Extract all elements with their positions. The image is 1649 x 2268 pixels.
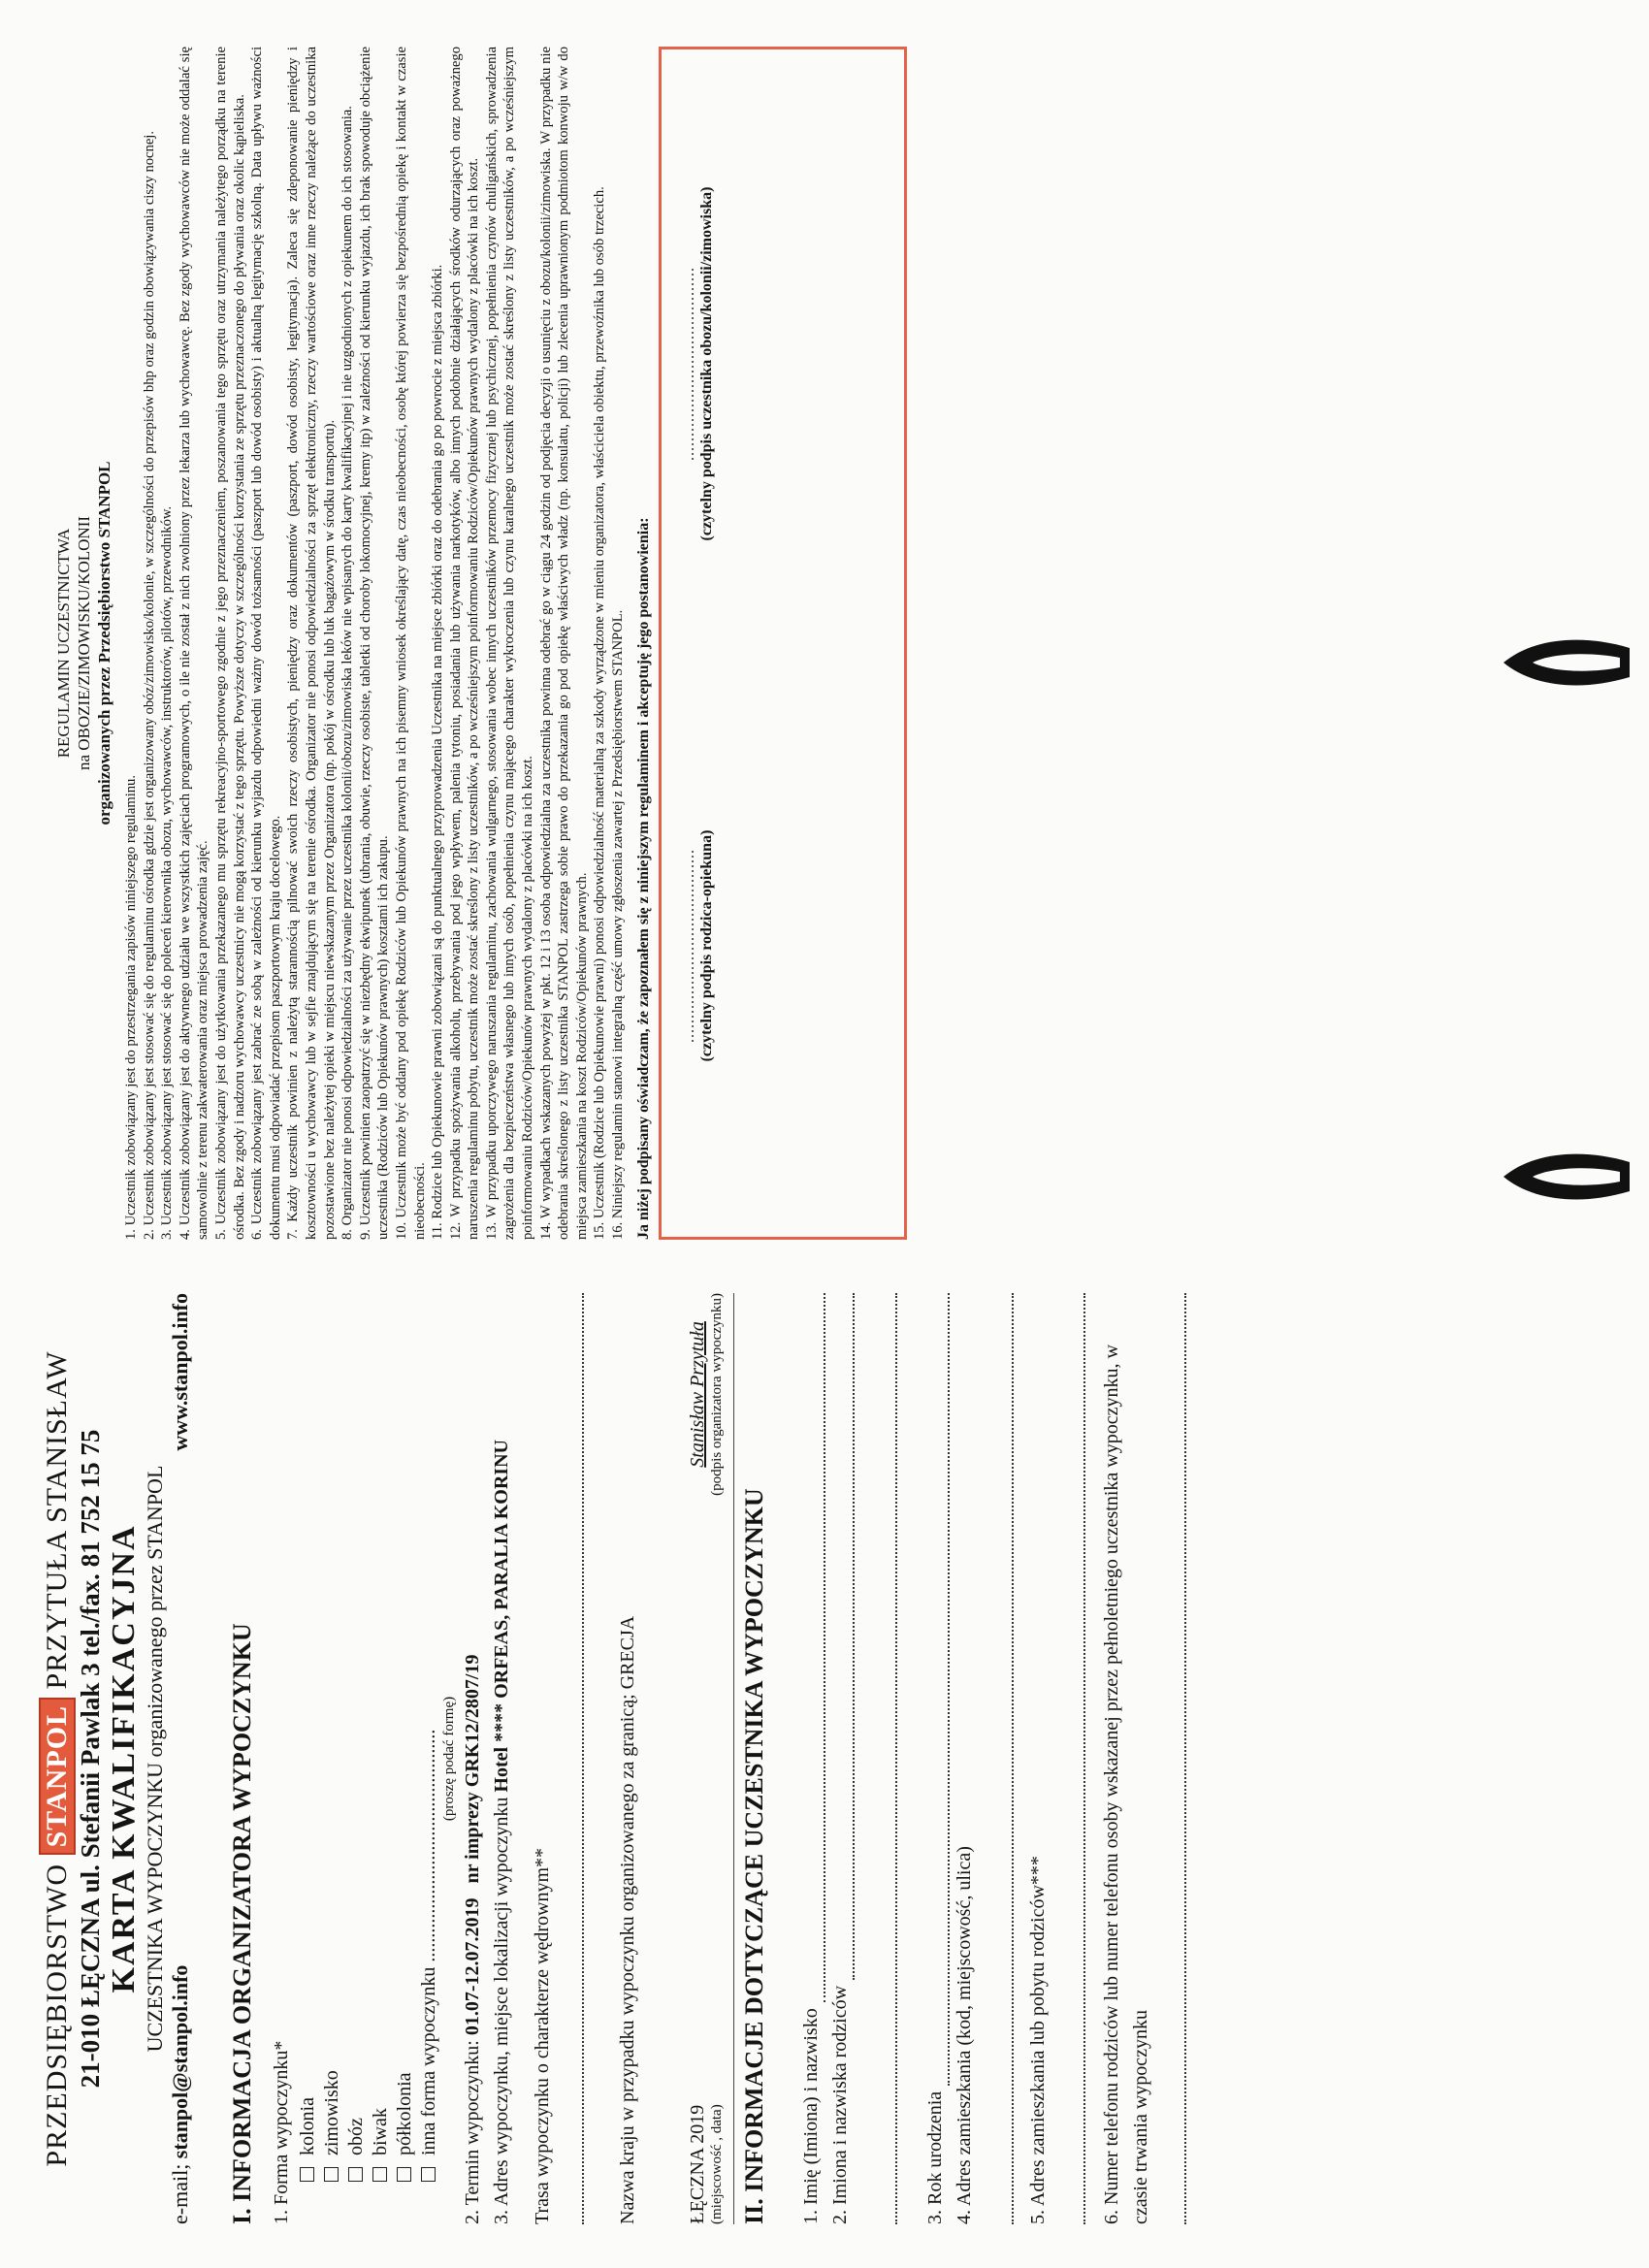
address-label: 3. Adres wypoczynku, miejsce lokalizacji wypoczynku xyxy=(491,1797,512,2224)
option-oboz[interactable] xyxy=(344,1293,369,2182)
participant-fields xyxy=(796,1293,1186,2224)
company-header xyxy=(39,1293,76,2224)
header-suffix: PRZYTUŁA STANISŁAW xyxy=(41,1350,73,1690)
regulation-item: 8. Organizator nie ponosi odpowiedzialności za używanie przez uczestnika kolonii/obozu/zimowiska leków nie wpisanych do karty kwalifikacyjnej i nie uzgodnionych z opiekunem do ich stosowania. xyxy=(340,106,356,1240)
event-number-value: GRK12/2807/19 xyxy=(462,1654,483,1788)
options-hint: (proszę podać formę) xyxy=(441,1696,457,1822)
regulation-item: 12. W przypadku spożywania alkoholu, przebywania pod jego wpływem, palenia tytoniu, posiadania lub używania narkotyków, albo innych podobnie działających środków odurzających oraz poważnego naruszenia regulaminu pobytu, uczestnik może zostać skreślony z listy uczestników, a po wcześniejszym poinformowaniu Rodziców/Opiekunów prawnych wydalony z placówki na ich koszt. xyxy=(447,47,482,1240)
regulation-item: 4. Uczestnik zobowiązany jest do aktywnego udziału we wszystkich zajęciach programowych, o ile nie został z nich zwolniony przez lekarza lub wychowawcę. Bez zgody wychowawców nie może oddalać się samowolnie z terenu zakwaterowania oraz miejsca prowadzenia zajęć. xyxy=(177,47,211,1240)
field-birth-year[interactable] xyxy=(921,1293,950,2224)
regulations-list xyxy=(122,47,628,1240)
card-title: KARTA KWALIFIKACYJNA xyxy=(106,1524,142,1993)
field-country: Nazwa kraju w przypadku wypoczynku organizowanego za granicą; GRECJA xyxy=(617,1615,638,2224)
regulation-item: 16. Niniejszy regulamin stanowi integralną część umowy zgłoszenia zawartej z Przedsiębiorstwem STANPOL. xyxy=(610,609,627,1240)
regulation-item: 9. Uczestnik powinien zaopatrzyć się w niezbędny ekwipunek (ubrania, obuwie, rzeczy osobiste, tabletki od choroby lokomocyjnej, kremy itp) w zależności od kierunku wyjazdu, ich brak spowoduje obciążenie uczestnika (Rodziców lub Opiekunów prawnych) kosztami ich zakupu. xyxy=(357,47,392,1240)
contact-line xyxy=(168,1293,193,2224)
checkbox-icon[interactable] xyxy=(348,2167,363,2182)
email xyxy=(168,1965,193,2224)
event-number-label: nr imprezy xyxy=(462,1792,483,1884)
regulation-item: 15. Uczestnik (Rodzice lub Opiekunowie prawni) ponosi odpowiedzialność materialną za szkody wyrządzone w mieniu organizatora, właściciela obiektu, przewoźnika lub osób trzecich. xyxy=(592,186,608,1240)
parent-signature-line[interactable]: ........................................ xyxy=(680,849,697,1043)
company-address: 21-010 ŁĘCZNA ul. Stefanii Pawlak 3 tel./fax. 81 752 15 75 xyxy=(76,1429,105,2089)
signature-box xyxy=(659,47,907,1240)
declaration: Ja niżej podpisany oświadczam, że zapoznałem się z niniejszym regulaminem i akceptuję jego postanowienia: xyxy=(634,517,652,1240)
email-label: e-mail; xyxy=(168,2163,192,2224)
regulations xyxy=(53,47,907,1240)
option-kolonia[interactable] xyxy=(296,1293,320,2182)
regulation-item: 3. Uczestnik zobowiązany jest stosować się do poleceń kierownika obozu, wychowawców, instruktorów, pilotów, przewodników. xyxy=(159,505,176,1240)
organizer-sign-block xyxy=(687,1293,726,1496)
participant-signature-line[interactable]: ........................................ xyxy=(680,267,697,461)
checkbox-icon[interactable] xyxy=(421,2167,436,2182)
checkbox-icon[interactable] xyxy=(324,2167,339,2182)
parent-signature[interactable] xyxy=(681,694,716,1198)
phone-line[interactable] xyxy=(1159,1293,1186,2224)
option-label: inna forma wypoczynku ................................................ xyxy=(418,1729,439,2155)
option-label: zimowisko xyxy=(321,2070,342,2155)
option-other[interactable] xyxy=(417,1293,441,2182)
field-term xyxy=(458,1293,487,2224)
regulation-item: 7. Każdy uczestnik powinien z należytą starannością pilnować swoich rzeczy osobistych, pieniędzy oraz dokumentów (paszport, dowód osobisty, legitymacja). Zaleca się zdeponowanie pieniędzy i kosztowności u wychowawcy lub w sejfie znajdującym się na terenie ośrodka. Organizator nie ponosi odpowiedzialności za sprzęt elektroniczny, rzeczy wartościowe oraz inne rzeczy należące do uczestnika pozostawione bez należytej opieki w miejscu niewskazanym przez Organizatora (np. pokój w ośrodku lub luk bagażowym w środku transportu). xyxy=(285,47,338,1240)
field-route: Trasa wypoczynku o charakterze wędrownym** xyxy=(532,1847,553,2224)
option-zimowisko[interactable] xyxy=(320,1293,344,2182)
option-polkolonia[interactable] xyxy=(393,1293,417,2182)
address-value: Hotel **** ORFEAS, PARALIA KORINU xyxy=(491,1440,512,1793)
place-date: ŁĘCZNA 2019 xyxy=(687,2104,708,2224)
organizer-signature-caption: (podpis organizatora wypoczynku) xyxy=(709,1293,725,1496)
checkbox-icon[interactable] xyxy=(372,2167,387,2182)
field-name[interactable] xyxy=(796,1293,825,2224)
field-phone: 6. Numer telefonu rodziców lub numer telefonu osoby wskazanej przez pełnoletniego uczestnika wypoczynku, w czasie trwania wypoczynku xyxy=(1101,1345,1151,2224)
parents-input-line[interactable] xyxy=(833,1293,855,1980)
regulation-item: 13. W przypadku uporczywego naruszania regulaminu, zachowania wulgarnego, stosowania wobec innych uczestników przemocy fizycznej lub psychicznej, popełnienia czynów chuligańskich, sprowadzenia zagrożenia dla bezpieczeństwa własnego lub innych osób, popełnienia czynu mającego charakter wykroczenia lub czynu karalnego uczestnik może zostać skreślony z listy uczestników, a po wcześniejszym poinformowaniu Rodziców/Opiekunów prawnych wydalony z placówki na ich koszt. xyxy=(483,47,536,1240)
header-prefix: PRZEDSIĘBIORSTWO xyxy=(41,1863,73,2167)
brand-logo: STANPOL xyxy=(39,1698,76,1855)
regulation-item: 10. Uczestnik może być oddany pod opiekę Rodziców lub Opiekunów prawnych na ich pisemny wniosek określający datę, czas nieobecności, osobę której powierza się bezpośrednią opiekę i kontakt w czasie nieobecności. xyxy=(393,47,428,1240)
field-parents[interactable] xyxy=(825,1293,855,2224)
option-label: biwak xyxy=(370,2108,391,2155)
form-options xyxy=(296,1293,441,2182)
parent-signature-caption: (czytelny podpis rodzica-opiekuna) xyxy=(697,829,715,1062)
section-participant-title: II. INFORMACJE DOTYCZĄCE UCZESTNIKA WYPOCZYNKU xyxy=(733,1293,769,2224)
parents-label: 2. Imiona i nazwiska rodziców xyxy=(829,1985,851,2224)
participant-signature[interactable] xyxy=(681,112,716,616)
email-value: stanpol@stanpol.info xyxy=(168,1964,192,2159)
section-organizer-title: I. INFORMACJA ORGANIZATORA WYPOCZYNKU xyxy=(228,1623,256,2224)
field-form-of-leisure: 1. Forma wypoczynku* xyxy=(271,2040,292,2224)
website: www.stanpol.info xyxy=(168,1293,192,1451)
regulation-item: 14. W wypadkach wskazanych powyżej w pkt. 12 i 13 osoba odpowiedzialna za uczestnika powinna odebrać go w ciągu 24 godzin od podjęcia decyzji o usunięciu z obozu/kolonii/zimowiska. W przypadku nie odebrania skreślonego z listy uczestnika STANPOL zastrzega sobie prawo do przekazania go pod opiekę właściwych władz (np. konsulatu, policji) lub zlecenia uprawnionym podmiotom konwoju w/w do miejsca zamieszkania na koszt Rodziców/Opiekunów prawnych. xyxy=(537,47,590,1240)
qualification-card xyxy=(39,1293,1186,2224)
regulations-title: REGULAMIN UCZESTNICTWA xyxy=(54,528,73,759)
regulations-subtitle: na OBOZIE/ZIMOWISKU/KOLONII xyxy=(75,515,93,771)
regulation-item: 6. Uczestnik zobowiązany jest zabrać ze sobą w zależności od kierunku wyjazdu odpowiedni ważny dowód tożsamości (paszport lub dowód osobisty) i aktualną legitymację szkolną. Data upływu ważności dokumentu musi odpowiadać przepisom paszportowym kraju docelowego. xyxy=(249,47,283,1240)
field-address xyxy=(487,1293,516,2224)
option-biwak[interactable] xyxy=(369,1293,393,2182)
checkbox-icon[interactable] xyxy=(397,2167,411,2182)
birth-year-label: 3. Rok urodzenia xyxy=(924,2090,946,2224)
name-input-line[interactable] xyxy=(804,1293,825,2002)
parents-extra-line[interactable] xyxy=(870,1293,897,2224)
participant-signature-caption: (czytelny podpis uczestnika obozu/kolonii/zimowiska) xyxy=(697,186,715,541)
hole-mark-icon xyxy=(1494,1143,1639,1211)
route-input-line[interactable] xyxy=(557,1293,584,2224)
term-value: 01.07-12.07.2019 xyxy=(462,1897,483,2036)
option-label: kolonia xyxy=(297,2097,318,2155)
regulation-item: 11. Rodzice lub Opiekunowie prawni zobowiązani są do punktualnego przyprowadzenia Uczestnika na miejsce zbiórki oraz do odebrania go po powrocie z miejsca zbiórki. xyxy=(430,264,446,1240)
regulation-item: 1. Uczestnik zobowiązany jest do przestrzegania zapisów niniejszego regulaminu. xyxy=(123,775,139,1240)
hole-mark-icon xyxy=(1494,629,1639,697)
name-label: 1. Imię (Imiona) i nazwisko xyxy=(800,2008,822,2224)
place-date-caption: (miejscowość , data) xyxy=(709,2104,725,2224)
option-label: półkolonia xyxy=(394,2072,415,2155)
field-parents-address: 5. Adres zamieszkania lub pobytu rodziców*** xyxy=(1027,1856,1049,2224)
organizer-signature: Stanisław Przytuła xyxy=(687,1321,708,1468)
term-label: 2. Termin wypoczynku: xyxy=(462,2040,483,2224)
checkbox-icon[interactable] xyxy=(300,2167,314,2182)
parents-address-line[interactable] xyxy=(1058,1293,1085,2224)
birth-year-input-line[interactable] xyxy=(928,1293,950,2086)
regulation-item: 2. Uczestnik zobowiązany jest stosować się do regulaminu ośrodka gdzie jest organizowany obóz/zimowisko/kolonie, w szczególności do przepisów bhp oraz godzin obowiązywania ciszy nocnej. xyxy=(141,130,157,1240)
card-subtitle: UCZESTNIKA WYPOCZYNKU organizowanego przez STANPOL xyxy=(143,1465,167,2053)
home-address-line[interactable] xyxy=(986,1293,1014,2224)
regulations-organizer: organizowanych przez Przedsiębiorstwo STANPOL xyxy=(95,461,113,826)
field-home-address: 4. Adres zamieszkania (kod, miejscowość, ulica) xyxy=(954,1846,975,2224)
place-date-block xyxy=(687,2104,726,2224)
option-label: obóz xyxy=(345,2118,367,2155)
regulation-item: 5. Uczestnik zobowiązany jest do użytkowania przekazanego mu sprzętu rekreacyjno-sportowego zgodnie z jego przeznaczeniem, poszanowania tego sprzętu oraz utrzymania należytego porządku na terenie ośrodka. Bez zgody i nadzoru wychowawcy uczestnicy nie mogą korzystać z tego sprzętu. Powyższe dotyczy w szczególności korzystania ze sprzętu przeznaczonego do pływania oraz okolic kąpieliska. xyxy=(212,47,247,1240)
organizer-signature-row xyxy=(687,1293,726,2224)
